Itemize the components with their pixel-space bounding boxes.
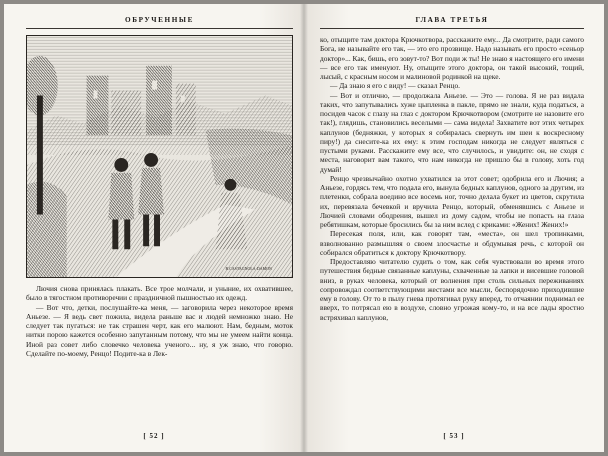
left-page <box>4 4 304 452</box>
paragraph: — Вот и отлично, — продолжала Аньезе. — Это — голова. Я не раз видала таких, что запутывались хуже цыпленка в пакле, прямо не знали, куда податься, а посидев часок с глазу на глаз с доктором Крючкотвором (смотрите не назовите его так!), глядишь, становились веселыми — сама видела! Захватите вот этих четырех каплунов (бедняжки, у которых я собиралась свернуть им шеи к воскресному пиру!) да снесите-ка их ему: к этим господам никогда не следует являться с пустыми руками. Расскажите ему все, что случилось, и увидите: он, не сходя с места, наговорит вам такого, что нам никогда не пришло бы в голову, хоть год думай! <box>320 90 584 174</box>
paragraph: Лючия снова принялась плакать. Все трое молчали, и уныние, их охватившее, было в тягостном противоречии с праздничной пышностью их одежд. <box>26 284 293 303</box>
engraver-signature: R.CASTAGNOLA·DAMON <box>225 266 272 272</box>
paragraph: — Да знаю я его с виду! — сказал Ренцо. <box>330 81 461 91</box>
book-spread <box>4 4 604 452</box>
right-page <box>304 4 604 452</box>
paragraph: Пересекая поля, или, как говорят там, «места», он шел тропинками, взволнованно размышляя о своем злосчастье и обдумывая речь, с которой он собирался обратиться к доктору Крючкотвору. <box>320 229 584 257</box>
paragraph: Предоставляю читателю судить о том, как себя чувствовали во время этого путешествия бедные связанные каплуны, схваченные за лапки и висевшие головой вниз, в руках человека, который от волнения при столь сильных переживаниях сопровождал соответствующими жестами все мысли, беспорядочно приходившие ему в голову. От то в пылу гнева протягивал руку вперед, то отчаянии поднимал ее вверх, то потрясал ею в воздухе, словно угрожая кому-то, и на все лады яростно встряхивал каплунов, <box>320 257 584 322</box>
page-number-left: [ 52 ] <box>143 432 165 440</box>
left-text-column <box>26 284 293 358</box>
running-head-right: ГЛАВА ТРЕТЬЯ <box>320 16 584 29</box>
running-head-left: ОБРУЧЕННЫЕ <box>26 16 293 29</box>
right-text-column <box>320 35 584 322</box>
paragraph: ко, отыщите там доктора Крючкотвора, расскажите ему... Да смотрите, ради самого Бога, не называйте его так, — это его прозвище. Надо называть его просто «сеньор доктор»... Как, бишь, его зовут-то? Вот поди ж ты! Не знаю я настоящего его имени — все его так именуют. Ну, отыщите этого доктора, он такой высокий, тощий, лысый, с красным носом и малиновой родинкой на щеке. <box>320 35 585 81</box>
engraving-illustration <box>26 35 293 278</box>
page-number-right: [ 53 ] <box>443 432 465 440</box>
book-gutter <box>300 4 308 452</box>
paragraph: — Вот что, детки, послушайте-ка меня, — заговорила через некоторое время Аньезе. — Я ведь свет пожила, видела раньше вас и людей немножко знаю. Не следует так пугаться: не так страшен черт, как его малюют. Нам, бедным, моток нитки порою кажется особенно запутанным потому, что мы не умеем найти конца. Иной раз совет либо словечко человека ученого... ну, я уж знаю, что говорю. Сделайте по-моему, Ренцо! Подите-ка в Лек- <box>26 302 293 358</box>
paragraph: Ренцо чрезвычайно охотно ухватился за этот совет; одобрила его и Лючия; а Аньезе, гордясь тем, что подала его, вынула бедных каплунов, одного за другим, из плетенки, собрала воедино все восемь ног, точно делала букет из цветов, скрутила их, перевязала бечевкой и вручила Ренцо, который, обменявшись с Аньезе и Лючией словами ободрения, вышел из дому садом, чтобы не попасть на глаза ребятишкам, которые бросились бы за ним вслед с криками: «Жених! Жених!» <box>320 173 584 229</box>
